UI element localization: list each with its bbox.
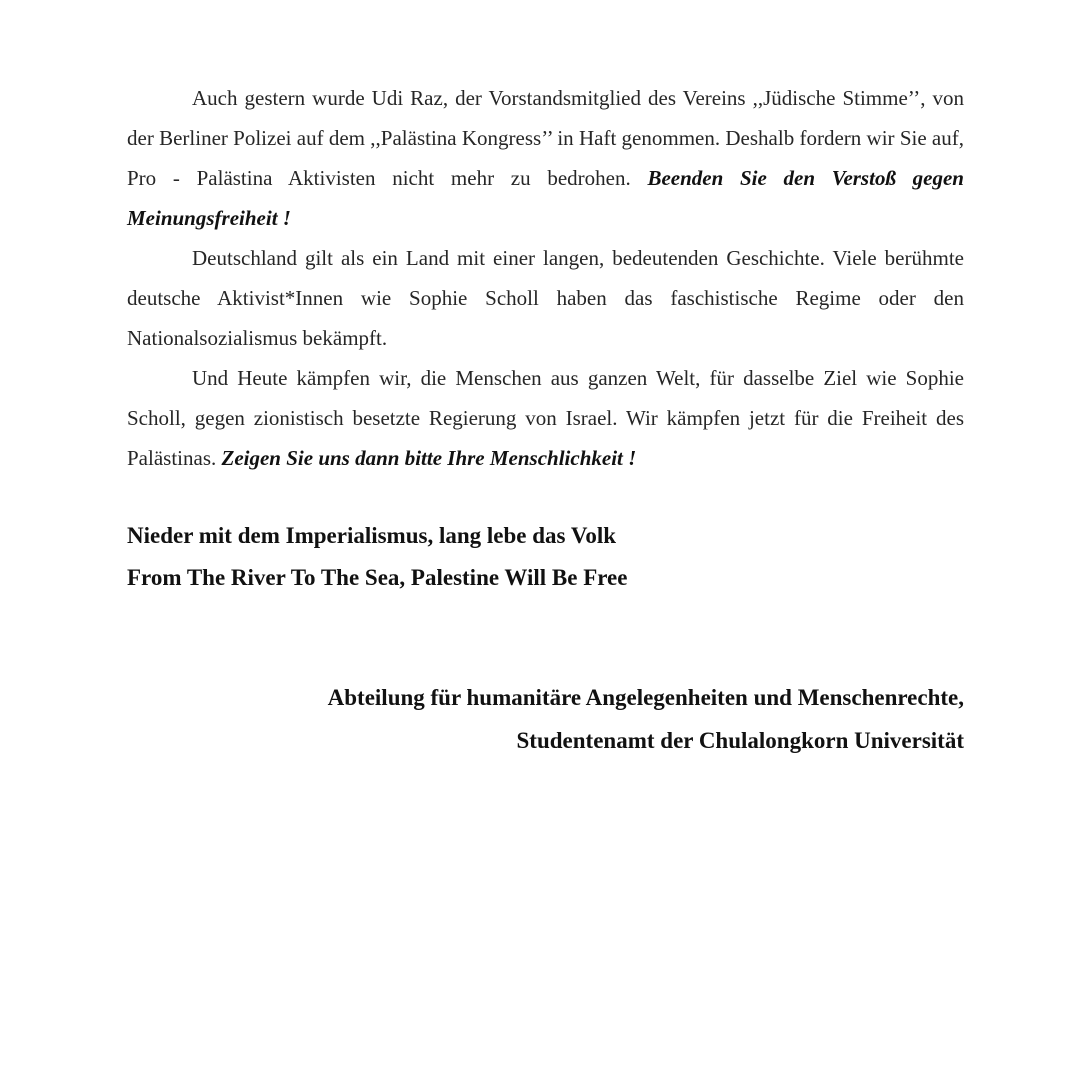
- paragraph-emphasis: Beenden Sie den Verstoß gegen Meinungsfreiheit !: [127, 166, 964, 230]
- paragraph-text: Deutschland gilt als ein Land mit einer langen, bedeutenden Geschichte. Viele berühmte deutsche Aktivist*Innen wie Sophie Scholl haben das faschistische Regime oder den Nationalsozialismus bekämpft.: [127, 246, 964, 350]
- signature-block: [127, 676, 964, 762]
- paragraph-text: Und Heute kämpfen wir, die Menschen aus ganzen Welt, für dasselbe Ziel wie Sophie Scholl, gegen zionistisch besetzte Regierung von Israel. Wir kämpfen jetzt für die Freiheit des Palästinas.: [127, 366, 964, 470]
- paragraph-text: Auch gestern wurde Udi Raz, der Vorstandsmitglied des Vereins ,,Jüdische Stimme’’, von der Berliner Polizei auf dem ,,Palästina Kongress’’ in Haft genommen. Deshalb fordern wir Sie auf, Pro - Palästina Aktivisten nicht mehr zu bedrohen.: [127, 86, 964, 190]
- paragraph-emphasis: Zeigen Sie uns dann bitte Ihre Menschlichkeit !: [221, 446, 637, 470]
- signature-department: Abteilung für humanitäre Angelegenheiten und Menschenrechte,: [327, 685, 964, 710]
- paragraph-deutschland: [127, 238, 964, 358]
- paragraph-udi-raz: [127, 78, 964, 238]
- paragraph-heute: [127, 358, 964, 478]
- signature-organization: Studentenamt der Chulalongkorn Universität: [516, 728, 964, 753]
- slogan-imperialism: Nieder mit dem Imperialismus, lang lebe das Volk: [127, 523, 616, 548]
- slogan-river-to-sea: From The River To The Sea, Palestine Will Be Free: [127, 565, 628, 590]
- document-body: [127, 78, 964, 478]
- slogans-block: [127, 515, 964, 599]
